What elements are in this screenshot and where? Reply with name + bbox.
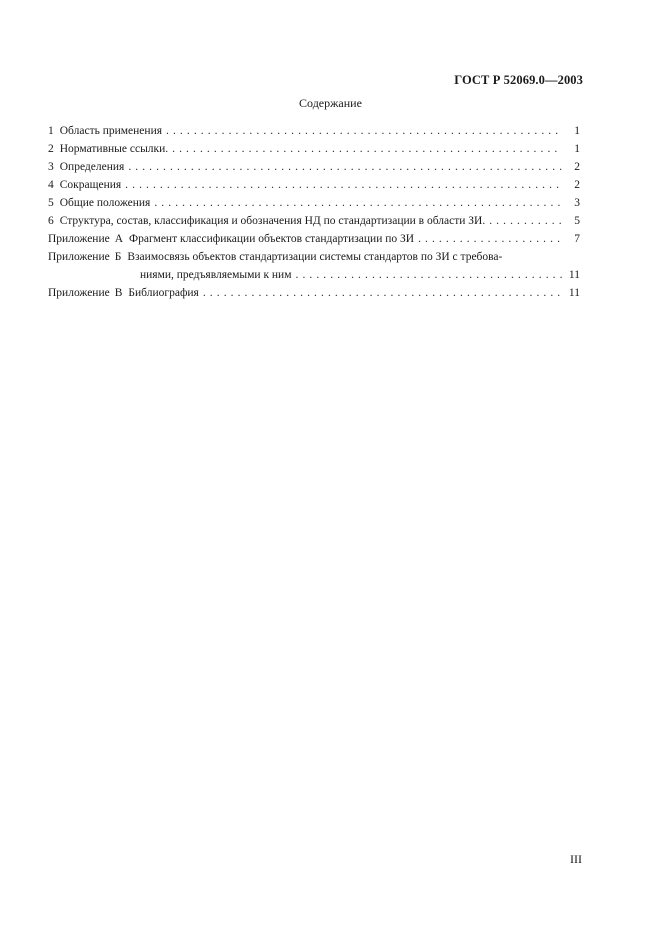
table-of-contents — [48, 125, 580, 305]
toc-entry-title: Общие положения — [59, 197, 151, 209]
toc-entry-page: 11 — [568, 269, 580, 281]
page-number: III — [570, 852, 582, 866]
toc-entry[interactable] — [48, 179, 580, 197]
toc-entry-page: 2 — [574, 161, 580, 173]
toc-leader-dots — [128, 161, 562, 174]
toc-title: Содержание — [299, 96, 362, 110]
toc-entry-number: 5 — [48, 197, 54, 209]
toc-entry-page: 11 — [568, 287, 580, 299]
appendix-letter: Б — [114, 251, 122, 263]
toc-entry-number: 6 — [48, 215, 54, 227]
appendix-label: Приложение — [48, 287, 110, 299]
appendix-title: Фрагмент классификации объектов стандартизации по ЗИ — [129, 233, 415, 245]
toc-leader-dots — [125, 179, 562, 192]
toc-appendix-b[interactable] — [48, 251, 580, 287]
toc-entry-title: Структура, состав, классификация и обозначения НД по стандартизации в области ЗИ. — [59, 215, 486, 227]
appendix-letter: В — [114, 287, 123, 299]
toc-appendix-v[interactable] — [48, 287, 580, 305]
toc-leader-dots — [172, 143, 562, 156]
toc-entry-title: Нормативные ссылки. — [59, 143, 169, 155]
toc-entry-title: Область применения — [59, 125, 163, 137]
toc-entry-page: 2 — [574, 179, 580, 191]
appendix-letter: А — [114, 233, 124, 245]
toc-entry[interactable] — [48, 215, 580, 233]
toc-entry-number: 2 — [48, 143, 54, 155]
toc-entry-page: 5 — [574, 215, 580, 227]
toc-entry-title: Определения — [59, 161, 125, 173]
toc-entry-number: 3 — [48, 161, 54, 173]
toc-leader-dots — [154, 197, 562, 210]
toc-leader-dots — [418, 233, 562, 246]
appendix-title: Библиография — [128, 287, 199, 299]
toc-entry-number: 1 — [48, 125, 54, 137]
appendix-label: Приложение — [48, 233, 110, 245]
toc-entry[interactable] — [48, 143, 580, 161]
toc-leader-dots — [489, 215, 562, 228]
toc-entry-title: Сокращения — [59, 179, 122, 191]
toc-entry[interactable] — [48, 161, 580, 179]
toc-entry-page: 7 — [574, 233, 580, 245]
appendix-title: Взаимосвязь объектов стандартизации системы стандартов по ЗИ с требова- — [127, 251, 503, 263]
toc-entry-page: 1 — [574, 125, 580, 137]
toc-entry-page: 1 — [574, 143, 580, 155]
appendix-title-continuation: ниями, предъявляемыми к ним — [140, 269, 292, 281]
toc-leader-dots — [203, 287, 562, 300]
document-code: ГОСТ Р 52069.0—2003 — [454, 73, 583, 87]
toc-entry[interactable] — [48, 197, 580, 215]
appendix-label: Приложение — [48, 251, 110, 263]
toc-leader-dots — [296, 269, 563, 282]
toc-appendix-a[interactable] — [48, 233, 580, 251]
toc-entry[interactable] — [48, 125, 580, 143]
toc-entry-number: 4 — [48, 179, 54, 191]
toc-leader-dots — [166, 125, 562, 138]
toc-entry-page: 3 — [574, 197, 580, 209]
